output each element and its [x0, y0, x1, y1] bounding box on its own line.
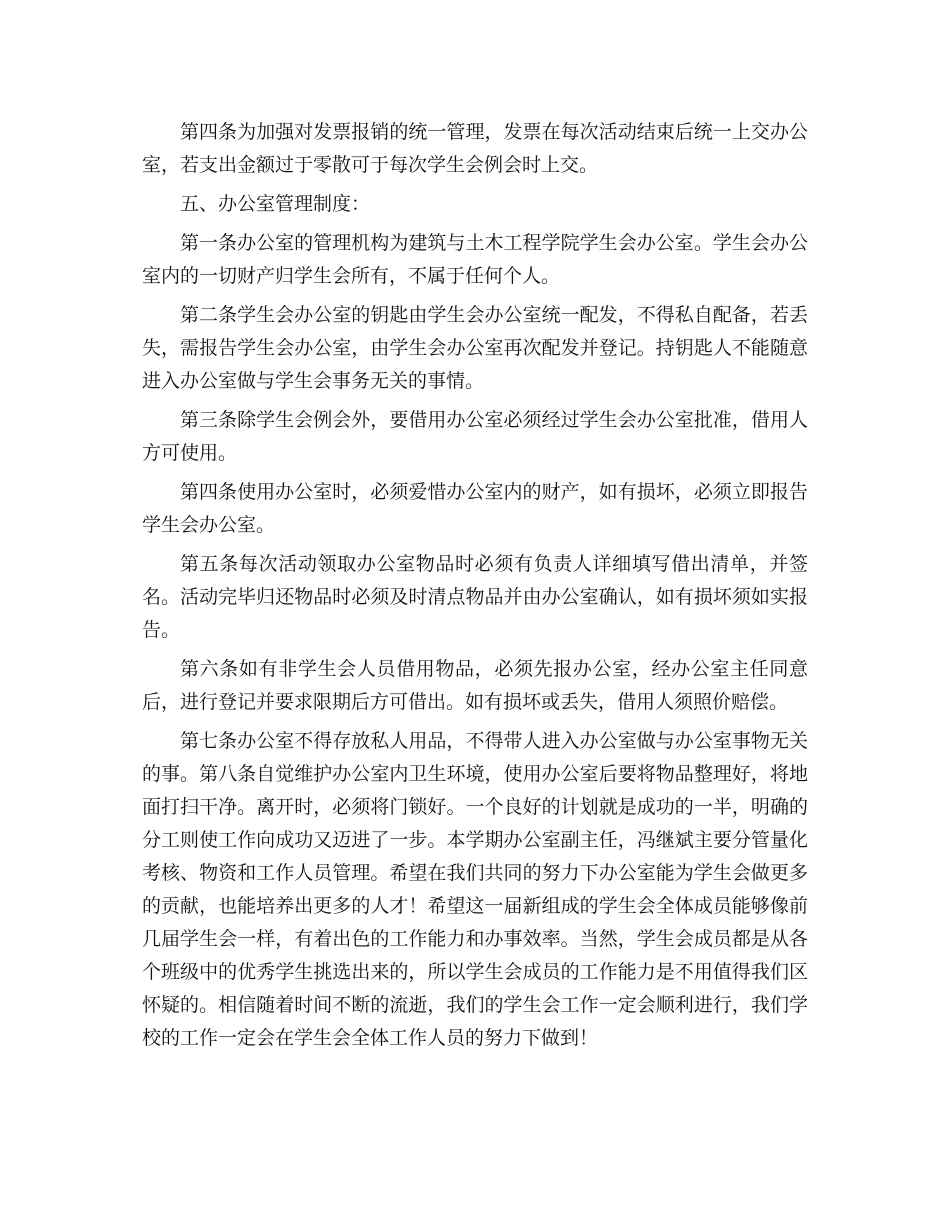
paragraph-article-7-8-closing: 第七条办公室不得存放私人用品，不得带人进入办公室做与办公室事物无关的事。第八条自觉维护办公室内卫生环境，使用办公室后要将物品整理好，将地面打扫干净。离开时，必须将门锁好。一个良好的计划就是成功的一半，明确的分工则使工作向成功又迈进了一步。本学期办公室副主任，冯继斌主要分管量化考核、物资和工作人员管理。希望在我们共同的努力下办公室能为学生会做更多的贡献，也能培养出更多的人才！希望这一届新组成的学生会全体成员能够像前几届学生会一样，有着出色的工作能力和办事效率。当然，学生会成员都是从各个班级中的优秀学生挑选出来的，所以学生会成员的工作能力是不用值得我们区怀疑的。相信随着时间不断的流逝，我们的学生会工作一定会顺利进行，我们学校的工作一定会在学生会全体工作人员的努力下做到！ — [142, 730, 808, 1049]
document-body — [142, 116, 808, 1061]
paragraph-article-1: 第一条办公室的管理机构为建筑与土木工程学院学生会办公室。学生会办公室内的一切财产归学生会所有，不属于任何个人。 — [142, 232, 808, 287]
paragraph-article-2: 第二条学生会办公室的钥匙由学生会办公室统一配发，不得私自配备，若丢失，需报告学生会办公室，由学生会办公室再次配发并登记。持钥匙人不能随意进入办公室做与学生会事务无关的事情。 — [142, 304, 808, 392]
paragraph-article-6: 第六条如有非学生会人员借用物品，必须先报办公室，经办公室主任同意后，进行登记并要求限期后方可借出。如有损坏或丢失，借用人须照价赔偿。 — [142, 658, 808, 713]
paragraph-article-5: 第五条每次活动领取办公室物品时必须有负责人详细填写借出清单，并签名。活动完毕归还物品时必须及时清点物品并由办公室确认，如有损坏须如实报告。 — [142, 553, 808, 641]
paragraph-article-3: 第三条除学生会例会外，要借用办公室必须经过学生会办公室批准，借用人方可使用。 — [142, 409, 808, 464]
section-heading-office-rules: 五、办公室管理制度： — [180, 193, 371, 215]
paragraph-article-4: 第四条使用办公室时，必须爱惜办公室内的财产，如有损坏，必须立即报告学生会办公室。 — [142, 481, 808, 536]
paragraph-article-4-invoice: 第四条为加强对发票报销的统一管理，发票在每次活动结束后统一上交办公室，若支出金额过于零散可于每次学生会例会时上交。 — [142, 121, 808, 176]
